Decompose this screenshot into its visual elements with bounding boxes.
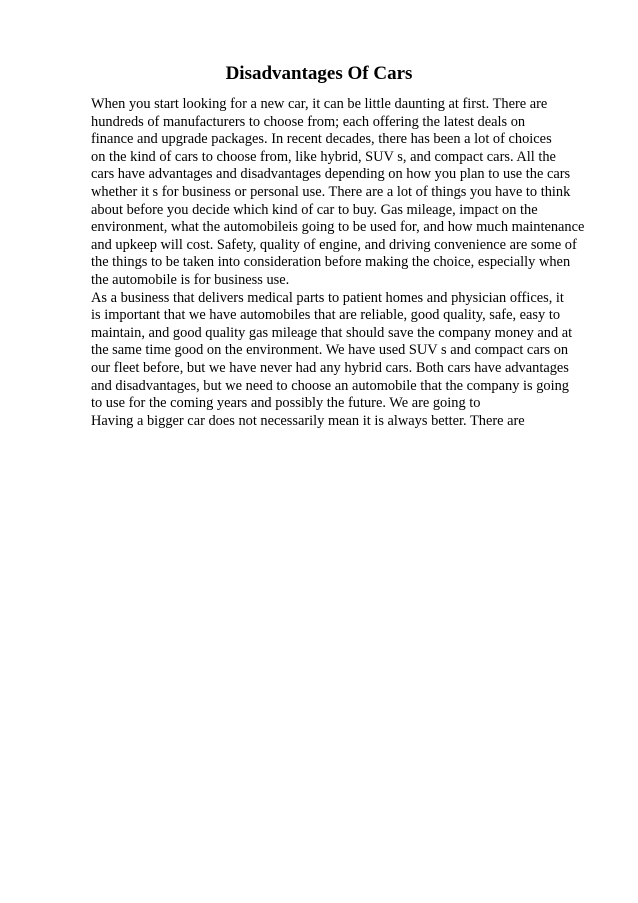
body-line: cars have advantages and disadvantages depending on how you plan to use the cars bbox=[91, 166, 571, 183]
body-line: about before you decide which kind of car to buy. Gas mileage, impact on the bbox=[91, 201, 538, 218]
body-line: environment, what the automobileis going to be used for, and how much maintenance bbox=[91, 219, 585, 236]
body-line: is important that we have automobiles that are reliable, good quality, safe, easy to bbox=[91, 307, 561, 324]
body-line: the automobile is for business use. bbox=[91, 271, 290, 288]
body-line: When you start looking for a new car, it can be little daunting at first. There are bbox=[91, 96, 548, 112]
body-line: and disadvantages, but we need to choose an automobile that the company is going bbox=[91, 377, 569, 394]
document-body bbox=[91, 96, 611, 430]
body-line: As a business that delivers medical parts to patient homes and physician offices, it bbox=[91, 289, 564, 306]
body-line: the things to be taken into consideration before making the choice, especially when bbox=[91, 254, 571, 271]
body-line: finance and upgrade packages. In recent decades, there has been a lot of choices bbox=[91, 131, 552, 148]
body-line: to use for the coming years and possibly the future. We are going to bbox=[91, 395, 481, 412]
body-line: the same time good on the environment. We have used SUV s and compact cars on bbox=[91, 342, 569, 359]
body-line: our fleet before, but we have never had any hybrid cars. Both cars have advantages bbox=[91, 359, 569, 376]
body-line: Having a bigger car does not necessarily mean it is always better. There are bbox=[91, 412, 525, 429]
body-line: on the kind of cars to choose from, like hybrid, SUV s, and compact cars. All the bbox=[91, 148, 556, 165]
body-line: and upkeep will cost. Safety, quality of engine, and driving convenience are some of bbox=[91, 236, 577, 253]
body-line: maintain, and good quality gas mileage that should save the company money and at bbox=[91, 324, 573, 341]
body-line: whether it s for business or personal use. There are a lot of things you have to think bbox=[91, 183, 571, 200]
document-title: Disadvantages Of Cars bbox=[225, 63, 413, 84]
body-line: hundreds of manufacturers to choose from; each offering the latest deals on bbox=[91, 113, 526, 130]
